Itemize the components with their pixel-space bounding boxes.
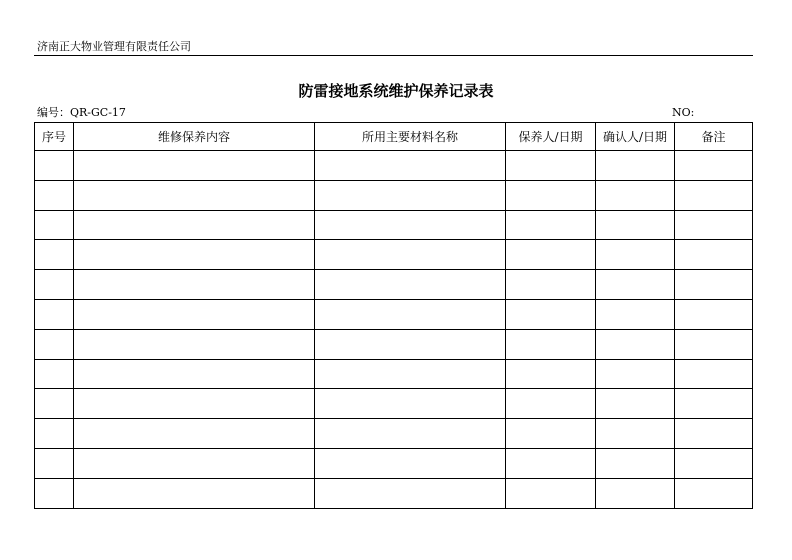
cell-materials[interactable] xyxy=(315,419,506,449)
column-header-materials: 所用主要材料名称 xyxy=(315,123,506,151)
cell-materials[interactable] xyxy=(315,389,506,419)
column-header-maintainer-date: 保养人/日期 xyxy=(506,123,596,151)
cell-content[interactable] xyxy=(74,299,315,329)
table-row xyxy=(35,299,753,329)
cell-maintainer-date[interactable] xyxy=(506,419,596,449)
form-meta xyxy=(37,106,753,120)
cell-index[interactable] xyxy=(35,240,74,270)
table-row xyxy=(35,359,753,389)
cell-materials[interactable] xyxy=(315,151,506,181)
cell-maintainer-date[interactable] xyxy=(506,270,596,300)
cell-confirmer-date[interactable] xyxy=(596,448,675,478)
cell-maintainer-date[interactable] xyxy=(506,389,596,419)
header-rule xyxy=(34,55,753,56)
cell-maintainer-date[interactable] xyxy=(506,299,596,329)
cell-remarks[interactable] xyxy=(675,448,753,478)
cell-content[interactable] xyxy=(74,419,315,449)
cell-remarks[interactable] xyxy=(675,419,753,449)
table-row xyxy=(35,478,753,508)
table-row xyxy=(35,240,753,270)
cell-remarks[interactable] xyxy=(675,329,753,359)
cell-maintainer-date[interactable] xyxy=(506,329,596,359)
cell-content[interactable] xyxy=(74,389,315,419)
cell-index[interactable] xyxy=(35,151,74,181)
cell-confirmer-date[interactable] xyxy=(596,329,675,359)
column-header-remarks: 备注 xyxy=(675,123,753,151)
cell-remarks[interactable] xyxy=(675,270,753,300)
cell-materials[interactable] xyxy=(315,210,506,240)
cell-content[interactable] xyxy=(74,240,315,270)
cell-index[interactable] xyxy=(35,478,74,508)
form-code: 编号：QR-GC-17 xyxy=(37,106,126,119)
cell-index[interactable] xyxy=(35,329,74,359)
cell-materials[interactable] xyxy=(315,270,506,300)
cell-index[interactable] xyxy=(35,180,74,210)
cell-confirmer-date[interactable] xyxy=(596,270,675,300)
form-number-label: NO: xyxy=(672,106,695,119)
table-row xyxy=(35,419,753,449)
table-row xyxy=(35,448,753,478)
cell-maintainer-date[interactable] xyxy=(506,240,596,270)
cell-maintainer-date[interactable] xyxy=(506,359,596,389)
cell-index[interactable] xyxy=(35,389,74,419)
maintenance-record-table xyxy=(34,122,753,509)
cell-confirmer-date[interactable] xyxy=(596,359,675,389)
cell-remarks[interactable] xyxy=(675,299,753,329)
column-header-confirmer-date: 确认人/日期 xyxy=(596,123,675,151)
cell-confirmer-date[interactable] xyxy=(596,299,675,329)
cell-remarks[interactable] xyxy=(675,240,753,270)
column-header-content: 维修保养内容 xyxy=(74,123,315,151)
cell-materials[interactable] xyxy=(315,240,506,270)
table-row xyxy=(35,270,753,300)
cell-materials[interactable] xyxy=(315,329,506,359)
cell-materials[interactable] xyxy=(315,478,506,508)
cell-remarks[interactable] xyxy=(675,210,753,240)
cell-materials[interactable] xyxy=(315,448,506,478)
cell-confirmer-date[interactable] xyxy=(596,419,675,449)
cell-confirmer-date[interactable] xyxy=(596,210,675,240)
cell-content[interactable] xyxy=(74,270,315,300)
cell-materials[interactable] xyxy=(315,299,506,329)
cell-remarks[interactable] xyxy=(675,180,753,210)
cell-remarks[interactable] xyxy=(675,478,753,508)
cell-index[interactable] xyxy=(35,448,74,478)
table-row xyxy=(35,210,753,240)
cell-maintainer-date[interactable] xyxy=(506,151,596,181)
cell-confirmer-date[interactable] xyxy=(596,478,675,508)
cell-content[interactable] xyxy=(74,329,315,359)
cell-content[interactable] xyxy=(74,210,315,240)
table-row xyxy=(35,151,753,181)
cell-confirmer-date[interactable] xyxy=(596,180,675,210)
cell-maintainer-date[interactable] xyxy=(506,478,596,508)
cell-content[interactable] xyxy=(74,359,315,389)
cell-maintainer-date[interactable] xyxy=(506,180,596,210)
table-row xyxy=(35,329,753,359)
cell-materials[interactable] xyxy=(315,359,506,389)
cell-materials[interactable] xyxy=(315,180,506,210)
table-row xyxy=(35,180,753,210)
cell-content[interactable] xyxy=(74,478,315,508)
cell-confirmer-date[interactable] xyxy=(596,151,675,181)
cell-content[interactable] xyxy=(74,180,315,210)
table-row xyxy=(35,389,753,419)
cell-index[interactable] xyxy=(35,299,74,329)
cell-remarks[interactable] xyxy=(675,389,753,419)
form-title: 防雷接地系统维护保养记录表 xyxy=(298,82,494,100)
cell-index[interactable] xyxy=(35,419,74,449)
cell-content[interactable] xyxy=(74,448,315,478)
cell-index[interactable] xyxy=(35,359,74,389)
table-header-row xyxy=(35,123,753,151)
cell-maintainer-date[interactable] xyxy=(506,448,596,478)
cell-index[interactable] xyxy=(35,210,74,240)
cell-maintainer-date[interactable] xyxy=(506,210,596,240)
column-header-index: 序号 xyxy=(35,123,74,151)
cell-confirmer-date[interactable] xyxy=(596,389,675,419)
company-name: 济南正大物业管理有限责任公司 xyxy=(37,40,191,53)
cell-content[interactable] xyxy=(74,151,315,181)
cell-remarks[interactable] xyxy=(675,151,753,181)
cell-confirmer-date[interactable] xyxy=(596,240,675,270)
cell-index[interactable] xyxy=(35,270,74,300)
cell-remarks[interactable] xyxy=(675,359,753,389)
